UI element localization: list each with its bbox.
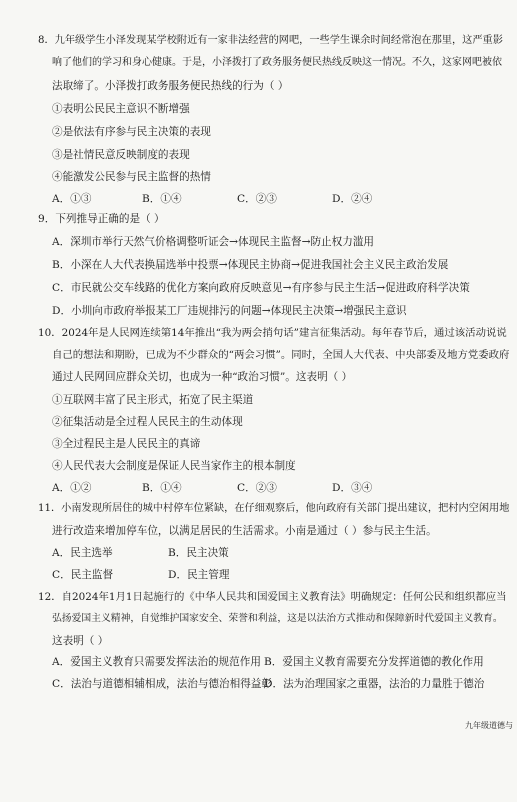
q11-stem-line-2: 进行改造来增加停车位，以满足居民的生活需求。小南是通过（ ）参与民主生活。 <box>52 525 437 537</box>
q12-choice-d: D．法为治理国家之重器，法治的力量胜于德治 <box>264 678 485 690</box>
q10-option-4: ④人民代表大会制度是保证人民当家作主的根本制度 <box>52 460 296 472</box>
q8-option-2: ②是依法有序参与民主决策的表现 <box>52 126 211 138</box>
page-footer: 九年级道德与 <box>465 721 513 730</box>
q12-stem-line-2: 弘扬爱国主义精神，自觉维护国家安全、荣誉和利益，这是以法治方式推动和保障新时代爱国主义教育。 <box>52 613 503 624</box>
q12-choice-a: A．爱国主义教育只需要发挥法治的规范作用 <box>52 656 261 668</box>
q12-choice-b: B．爱国主义教育需要充分发挥道德的教化作用 <box>264 656 484 668</box>
q10-stem-line-2: 自己的想法和期盼，已成为不少群众的“两会习惯”。同时，全国人大代表、中央部委及地方党委政府 <box>52 349 510 361</box>
q11-choice-d: D．民主管理 <box>168 569 230 581</box>
q8-stem-line-3: 法取缔了。小泽拨打政务服务便民热线的行为（ ） <box>52 80 289 92</box>
q9-stem-line-1: 9．下列推导正确的是（ ） <box>38 213 165 225</box>
q9-option-d: D．小圳向市政府举报某工厂违规排污的问题→体现民主决策→增强民主意识 <box>52 305 407 317</box>
q8-stem-line-2: 响了他们的学习和身心健康。于是，小泽拨打了政务服务便民热线反映这一情况。不久，这家网吧被依 <box>52 57 502 68</box>
q10-choice-a: A．①② <box>52 482 92 494</box>
q11-choice-b: B．民主决策 <box>168 547 229 559</box>
q10-option-3: ③全过程民主是人民民主的真谛 <box>52 438 201 450</box>
q10-choice-b: B．①④ <box>142 482 182 494</box>
q8-choice-d: D．②④ <box>332 193 373 205</box>
q10-option-1: ①互联网丰富了民主形式，拓宽了民主渠道 <box>52 394 254 406</box>
q9-option-b: B．小深在人大代表换届选举中投票→体现民主协商→促进我国社会主义民主政治发展 <box>52 259 449 271</box>
q11-choice-a: A．民主选举 <box>52 547 113 559</box>
q12-stem-line-1: 12．自2024年1月1日起施行的《中华人民共和国爱国主义教育法》明确规定：任何公民和组织都应当 <box>38 591 507 603</box>
q10-option-2: ②征集活动是全过程人民民主的生动体现 <box>52 416 243 428</box>
q11-stem-line-1: 11．小南发现所居住的城中村停车位紧缺，在仔细观察后，他向政府有关部门提出建议，把村内空闲用地 <box>38 503 510 514</box>
q11-choice-c: C．民主监督 <box>52 569 114 581</box>
q10-stem-line-3: 通过人民网回应群众关切，也成为一种“政治习惯”。这表明（ ） <box>52 371 353 383</box>
q8-choice-b: B．①④ <box>142 193 182 205</box>
q9-option-c: C．市民就公交车线路的优化方案向政府反映意见→有序参与民主生活→促进政府科学决策 <box>52 282 470 294</box>
q10-choice-d: D．③④ <box>332 482 373 494</box>
q12-stem-line-3: 这表明（ ） <box>52 635 109 647</box>
q8-choice-a: A．①③ <box>52 193 92 205</box>
q12-choice-c: C．法治与道德相辅相成，法治与德治相得益彰 <box>52 678 272 690</box>
q8-option-1: ①表明公民民主意识不断增强 <box>52 103 190 115</box>
q10-choice-c: C．②③ <box>237 482 277 494</box>
q8-stem-line-1: 8．九年级学生小泽发现某学校附近有一家非法经营的网吧，一些学生课余时间经常泡在那里，这严重影 <box>38 35 503 46</box>
q9-option-a: A．深圳市举行天然气价格调整听证会→体现民主监督→防止权力滥用 <box>52 236 375 248</box>
q8-option-4: ④能激发公民参与民主监督的热情 <box>52 171 211 183</box>
q8-option-3: ③是社情民意反映制度的表现 <box>52 149 190 161</box>
q8-choice-c: C．②③ <box>237 193 277 205</box>
q10-stem-line-1: 10．2024年是人民网连续第14年推出“我为两会捎句话”建言征集活动。每年春节后，通过该活动说说 <box>38 327 507 339</box>
